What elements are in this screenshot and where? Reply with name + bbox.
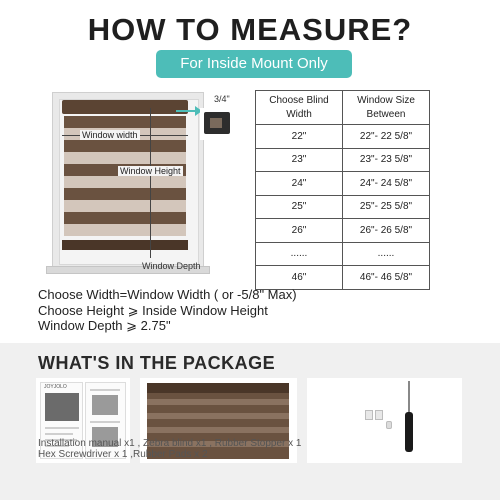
- size-table-header: [256, 91, 430, 125]
- zebra-stripe: [147, 413, 289, 419]
- measure-notes: [38, 287, 297, 334]
- height-measure-line: [150, 108, 151, 258]
- rubber-stopper: [365, 410, 373, 420]
- window-depth-label: Window Depth: [142, 261, 201, 271]
- table-row: [256, 242, 430, 266]
- header-window-size: Window Size Between: [343, 91, 430, 125]
- package-contents: [38, 438, 301, 460]
- header-blind-width: Choose Blind Width: [256, 91, 343, 125]
- manual-blind-photo: [45, 393, 79, 421]
- size-table: [255, 90, 430, 290]
- window-size-cell: 46"- 46 5/8": [343, 266, 430, 290]
- zebra-stripe: [147, 427, 289, 433]
- blind-stripe: [64, 152, 186, 164]
- note-width: Choose Width=Window Width ( or -5/8" Max): [38, 287, 297, 302]
- manual-text-line: [45, 427, 79, 429]
- blind-headrail: [62, 100, 188, 114]
- blind-stripe: [64, 188, 186, 200]
- package-contents-line: Hex Screwdriver x 1 ,Rubber Pads x 2: [38, 449, 208, 460]
- manual-diagram: [92, 395, 118, 415]
- hardware-card: [307, 378, 462, 463]
- blind-stripe: [64, 224, 186, 236]
- blind-stripe: [64, 140, 186, 152]
- blind-stripe: [64, 200, 186, 212]
- blind-width-cell: 23": [256, 148, 343, 172]
- blind-width-cell: 24": [256, 172, 343, 196]
- page-title: HOW TO MEASURE?: [87, 12, 413, 47]
- package-title: WHAT'S IN THE PACKAGE: [38, 353, 276, 373]
- table-row: [256, 219, 430, 243]
- window-size-cell: 23"- 23 5/8": [343, 148, 430, 172]
- manual-logo: JOYJOLO: [44, 384, 67, 390]
- screwdriver-handle: [405, 412, 413, 452]
- rubber-stopper: [375, 410, 383, 420]
- rubber-pad: [386, 421, 392, 429]
- blind-stripe: [64, 212, 186, 224]
- blind-bottomrail: [62, 240, 188, 250]
- window-size-cell: 26"- 26 5/8": [343, 219, 430, 243]
- window-size-cell: ......: [343, 242, 430, 266]
- blind-width-cell: 22": [256, 125, 343, 149]
- note-height: Choose Height ⩾ Inside Window Height: [38, 302, 268, 318]
- manual-text-line: [45, 433, 73, 435]
- table-row: [256, 172, 430, 196]
- window-size-cell: 22"- 22 5/8": [343, 125, 430, 149]
- window-size-cell: 24"- 24 5/8": [343, 172, 430, 196]
- package-section: [0, 343, 500, 500]
- window-width-label: Window width: [82, 130, 138, 140]
- table-row: [256, 266, 430, 290]
- window-height-label: Window Height: [120, 166, 181, 176]
- manual-text-line: [90, 389, 120, 391]
- package-contents-line: Installation manual x1 , Zebra blind x1 , Rubber Stopper x 1: [38, 438, 302, 449]
- inside-mount-badge: For Inside Mount Only: [156, 50, 352, 78]
- blind-stripe: [64, 176, 186, 188]
- table-row: [256, 125, 430, 149]
- blind-width-cell: 25": [256, 195, 343, 219]
- table-row: [256, 148, 430, 172]
- blind-width-cell: 26": [256, 219, 343, 243]
- manual-text-line: [90, 421, 120, 423]
- blind-stripe: [64, 116, 186, 128]
- headrail-zoom-detail: [200, 108, 236, 140]
- zebra-headrail: [147, 383, 289, 393]
- zebra-stripe: [147, 399, 289, 405]
- window-size-cell: 25"- 25 5/8": [343, 195, 430, 219]
- note-depth: Window Depth ⩾ 2.75": [38, 318, 171, 333]
- depth-value-label: 3/4": [214, 94, 230, 104]
- table-row: [256, 195, 430, 219]
- blind-width-cell: 46": [256, 266, 343, 290]
- screwdriver-shaft: [408, 381, 410, 413]
- headrail-zoom-inner: [210, 118, 222, 128]
- blind-width-cell: ......: [256, 242, 343, 266]
